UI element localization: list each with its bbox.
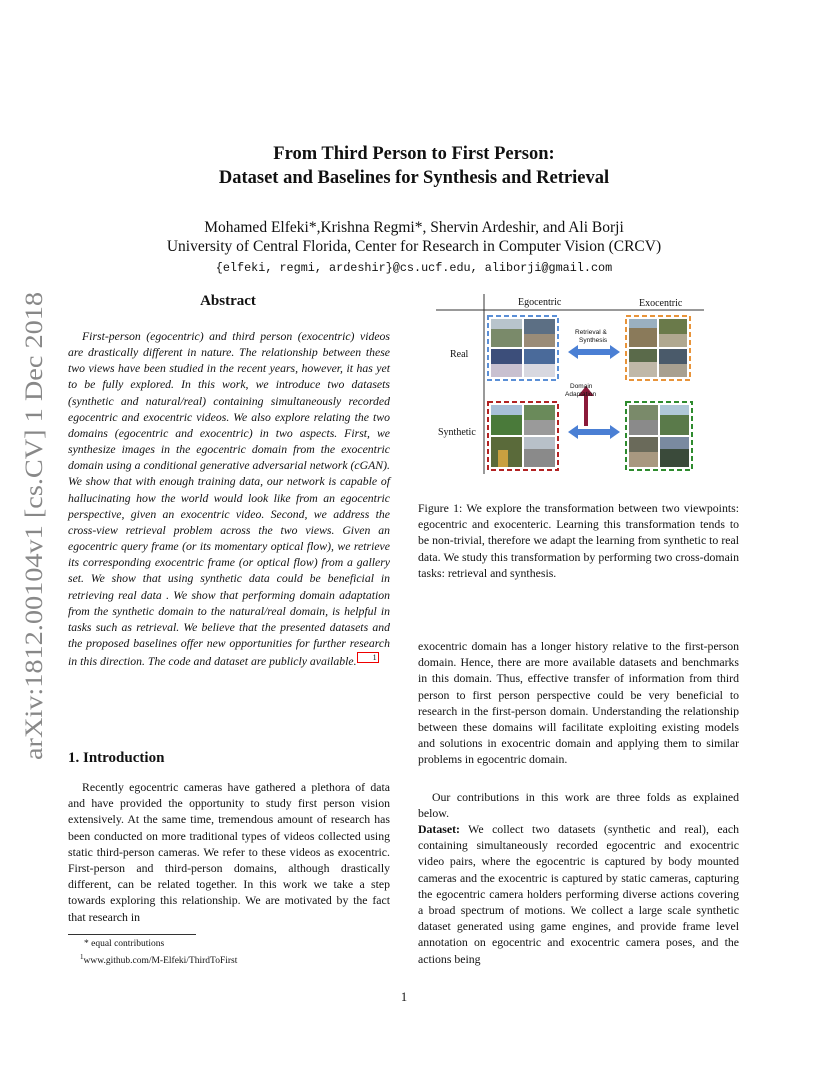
dataset-text: We collect two datasets (synthetic and real), each containing simultaneously recorded egocentric and exocentric video pairs, where the egocentric is captured by body mounted cameras and the exocentric is captured by static cameras, capturing the egocentric camera holders performing diverse actions covering a broad spectrum of motions. We collect a large scale synthetic dataset generated using game engines, and provide frame level annotation on egocentric and exocentric camera poses, and the actions being [418, 822, 739, 966]
figure-1-caption: Figure 1: We explore the transformation between two viewpoints: egocentric and exocenteric. Learning this transformation tends to be non-trivial, therefore we adapt the learning from synthetic to real data. We study this transformation by performing two cross-domain tasks: retrieval and synthesis. [418, 501, 739, 580]
synthetic-egocentric-images [488, 402, 558, 470]
row-label-real: Real [450, 349, 469, 360]
synthetic-exocentric-images [626, 402, 692, 470]
real-exocentric-images [626, 316, 690, 380]
double-arrow-synthetic [568, 425, 620, 439]
right-column-paragraph: exocentric domain has a longer history relative to the first-person domain. Hence, there are more available datasets and benchmarks in this domain. Thus, effective transfer of information from third person to first person perspective could be very beneficial to research in the first-person domain. Understanding the relationship between these domains will facilitate exploiting existing models and solutions in exocentric domain and applying them to similar problems in egocentric domain. [418, 639, 739, 767]
abstract-text: First-person (egocentric) and third person (exocentric) videos are drastically different in nature. The relationship between these two views have been studied in the recent years, however, it has yet to be fully explored. In this work, we introduce two datasets (synthetic and natural/real) containing simultaneously recorded egocentric and exocentric videos. We also explore relating the two domains (egocentric and exocentric) in two aspects. First, we synthesize images in the egocentric domain from the exocentric domain using a conditional generative adversarial network (cGAN). We show that with enough training data, our network is capable of hallucinating how the world would look like from an egocentric perspective, given an exocentric video. Second, we address the cross-view retrieval problem across the two views. Given an egocentric query frame (or its momentary optical flow), we retrieve its corresponding exocentric frame (or optical flow) from a gallery set. We show that using synthetic data could be beneficial in retrieving real data . We show that performing domain adaptation from the synthetic domain to the natural/real domain, is helpful in tasks such as retrieval. We believe that the presented datasets and the proposed baselines offer new opportunities for further research in this direction. The code and dataset are publicly available. [68, 330, 390, 669]
double-arrow-real [568, 345, 620, 359]
row-label-synthetic: Synthetic [438, 427, 476, 438]
paper-title [0, 142, 828, 190]
arxiv-stamp [12, 290, 52, 760]
domain-label-1: Domain [570, 383, 593, 390]
footnote-github [80, 953, 237, 966]
github-link[interactable]: www.github.com/M-Elfeki/ThirdToFirst [83, 956, 238, 967]
contributions-paragraph: Our contributions in this work are three folds as explained below. [418, 790, 739, 821]
section-heading-introduction: 1. Introduction [68, 750, 165, 766]
author-emails: {elfeki, regmi, ardeshir}@cs.ucf.edu, aliborji@gmail.com [215, 261, 613, 275]
abstract-heading: Abstract [200, 293, 256, 309]
column-label-egocentric: Egocentric [518, 297, 562, 308]
footnote-mark: 1 [80, 953, 84, 961]
figure-1 [436, 292, 704, 474]
affiliation: University of Central Florida, Center for Research in Computer Vision (CRCV) [166, 238, 662, 255]
dataset-label: Dataset: [418, 822, 460, 836]
abstract-body [68, 329, 390, 670]
real-egocentric-images [488, 316, 558, 380]
title-line-2: Dataset and Baselines for Synthesis and Retrieval [218, 168, 610, 188]
arrow-label-synthesis: Synthesis [579, 337, 608, 344]
footnote-divider [68, 934, 196, 935]
footnote-equal-contributions: * equal contributions [84, 939, 165, 949]
dataset-paragraph [418, 821, 739, 967]
arxiv-identifier: arXiv:1812.00104v1 [cs.CV] 1 Dec 2018 [19, 337, 48, 760]
footnote-link[interactable]: 1 [357, 652, 379, 663]
domain-label-2: Adaptation [565, 391, 597, 398]
author-list: Mohamed Elfeki*,Krishna Regmi*, Shervin Ardeshir, and Ali Borji [204, 219, 624, 236]
intro-paragraph: Recently egocentric cameras have gathered a plethora of data and have provided the opportunity to study first person vision extensively. At the same time, tremendous amount of research has been conducted on more traditional types of videos collected using static third-person cameras. We refer to these videos as exocentric. First-person and third-person domains, although drastically different, can be related together. In this work we take a step towards exploring this relationship. We are motivated by the fact that research in [68, 780, 390, 924]
column-label-exocentric: Exocentric [639, 298, 683, 309]
arrow-label-retrieval: Retrieval & [575, 329, 607, 336]
page-number: 1 [400, 990, 408, 1004]
title-line-1: From Third Person to First Person: [273, 144, 555, 164]
